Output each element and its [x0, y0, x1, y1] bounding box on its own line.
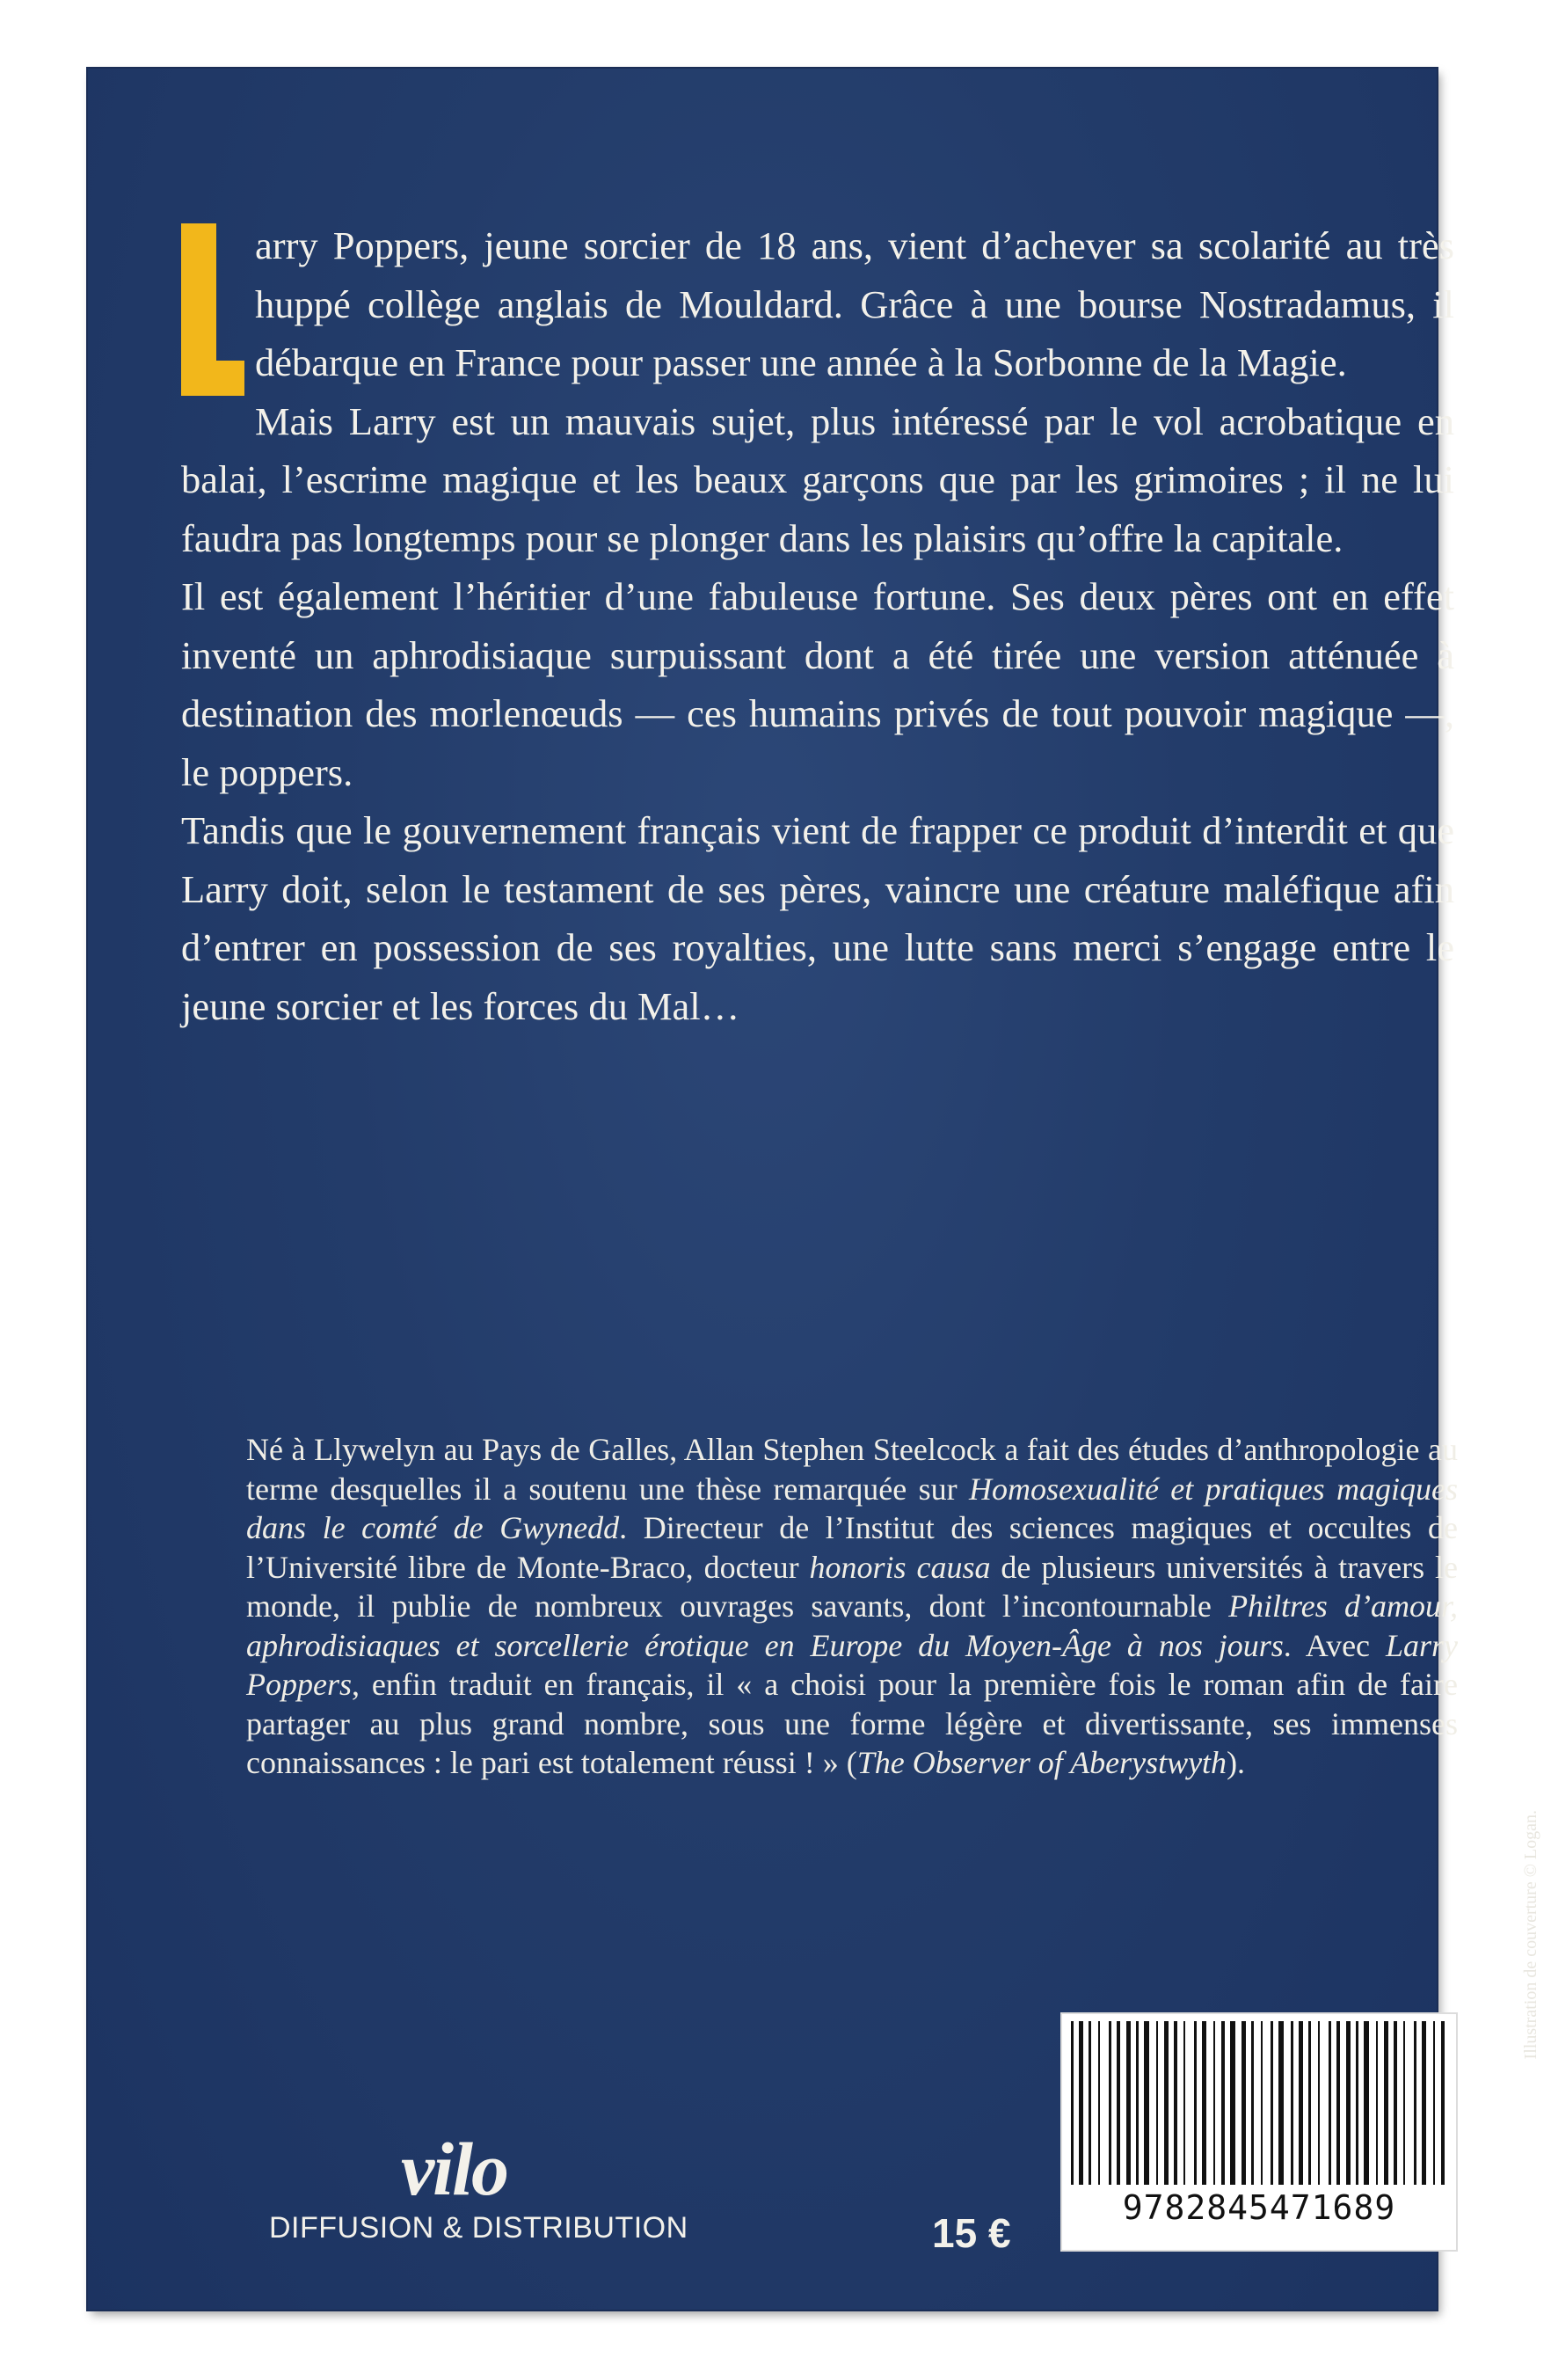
barcode-bars	[1067, 2021, 1451, 2188]
publisher-logo: vilo	[401, 2127, 507, 2211]
blurb-paragraph-3: Il est également l’héritier d’une fabuleuse fortune. Ses deux pères ont en effet inventé un aphrodisiaque surpuissant dont a été tirée une version atténuée à destination des morlenœuds — ces humains privés de tout pouvoir magique —, le poppers.	[181, 574, 1454, 794]
book-back-cover	[88, 69, 1540, 2310]
author-bio-text: Né à Llywelyn au Pays de Galles, Allan Stephen Steelcock a fait des études d’anthropologie au terme desquelles il a soutenu une thèse remarquée sur Homosexualité et pratiques magiques dans le comté de Gwynedd. Directeur de l’Institut des sciences magiques et occultes de l’Université libre de Monte-Braco, docteur honoris causa de plusieurs universités à travers le monde, il publie de nombreux ouvrages savants, dont l’incontournable Philtres d’amour, aphrodisiaques et sorcellerie érotique en Europe du Moyen-Âge à nos jours. Avec Larry Poppers, enfin traduit en français, il « a choisi pour la première fois le roman afin de faire partager au plus grand nombre, sous une forme légère et divertissante, ses immenses connaissances : le pari est totalement réussi ! » (The Observer of Aberystwyth).	[246, 1432, 1459, 1780]
cover-illustration-credit: Illustration de couverture © Logan.	[1521, 1810, 1540, 2060]
publisher-tagline: DIFFUSION & DISTRIBUTION	[269, 2211, 688, 2245]
dropcap-letter-l	[181, 223, 244, 396]
blurb-paragraph-2: Mais Larry est un mauvais sujet, plus intéressé par le vol acrobatique en balai, l’escrime magique et les beaux garçons que par les grimoires ; il ne lui faudra pas longtemps pour se plonger dans les plaisirs qu’offre la capitale.	[181, 398, 1454, 560]
blurb-paragraph-1: arry Poppers, jeune sorcier de 18 ans, vient d’achever sa scolarité au très huppé collège anglais de Mouldard. Grâce à une bourse Nostradamus, il débarque en France pour passer une année à la Sorbonne de la Magie.	[181, 216, 1454, 392]
book-blurb	[181, 216, 1454, 1035]
price-label: 15 €	[932, 2210, 1011, 2256]
isbn-number: 9782845471689	[1122, 2188, 1396, 2227]
author-bio	[246, 1430, 1458, 1783]
barcode	[1060, 2012, 1458, 2252]
blurb-paragraph-4: Tandis que le gouvernement français vient de frapper ce produit d’interdit et que Larry doit, selon le testament de ses pères, vaincre une créature maléfique afin d’entrer en possession de ses royalties, une lutte sans merci s’engage entre le jeune sorcier et les forces du Mal…	[181, 808, 1454, 1028]
